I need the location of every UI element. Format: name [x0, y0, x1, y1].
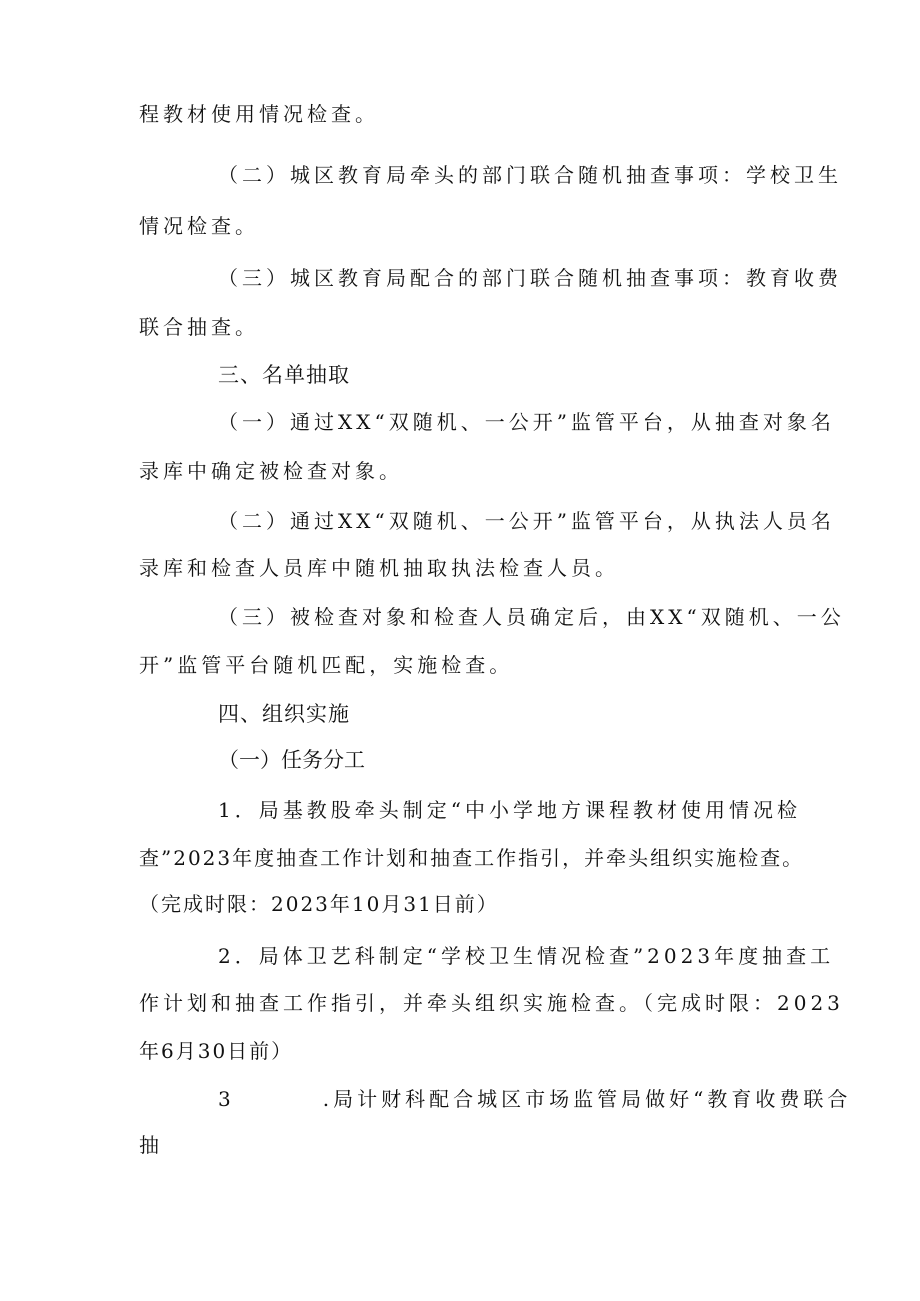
section-heading: 四、组织实施	[218, 702, 350, 726]
text-line: （完成时限：2023年10月31日前）	[139, 892, 499, 916]
text-line: 查”2023年度抽查工作计划和抽查工作指引，并牵头组织实施检查。	[139, 846, 805, 870]
item-number: 3	[218, 1087, 235, 1111]
text-line: 情况检查。	[139, 214, 259, 238]
text-line: （三）被检查对象和检查人员确定后，由XX“双随机、一公	[218, 605, 845, 629]
text-line: 抽	[139, 1133, 163, 1157]
text-line: 1．局基教股牵头制定“中小学地方课程教材使用情况检	[218, 798, 801, 822]
text-line: 程教材使用情况检查。	[139, 102, 379, 126]
text-line: 录库中确定被检查对象。	[139, 459, 403, 483]
section-heading: 三、名单抽取	[218, 363, 350, 387]
text-line: （三）城区教育局配合的部门联合随机抽查事项：教育收费	[218, 266, 842, 290]
text-line: （一）通过XX“双随机、一公开”监管平台，从抽查对象名	[218, 410, 835, 434]
item-3-line	[218, 1085, 851, 1113]
subsection-heading: （一）任务分工	[218, 748, 365, 772]
text-line: （二）城区教育局牵头的部门联合随机抽查事项：学校卫生	[218, 163, 842, 187]
text-line: 联合抽查。	[139, 315, 259, 339]
text-line: 作计划和抽查工作指引，并牵头组织实施检查。（完成时限：2023	[139, 991, 844, 1015]
item-text: .局计财科配合城区市场监管局做好“教育收费联合	[322, 1087, 852, 1111]
text-line: 年6月30日前）	[139, 1039, 294, 1063]
text-line: 2．局体卫艺科制定“学校卫生情况检查”2023年度抽查工	[218, 944, 835, 968]
text-line: 开”监管平台随机匹配，实施检查。	[139, 653, 514, 677]
text-line: （二）通过XX“双随机、一公开”监管平台，从执法人员名	[218, 509, 835, 533]
text-line: 录库和检查人员库中随机抽取执法检查人员。	[139, 556, 619, 580]
